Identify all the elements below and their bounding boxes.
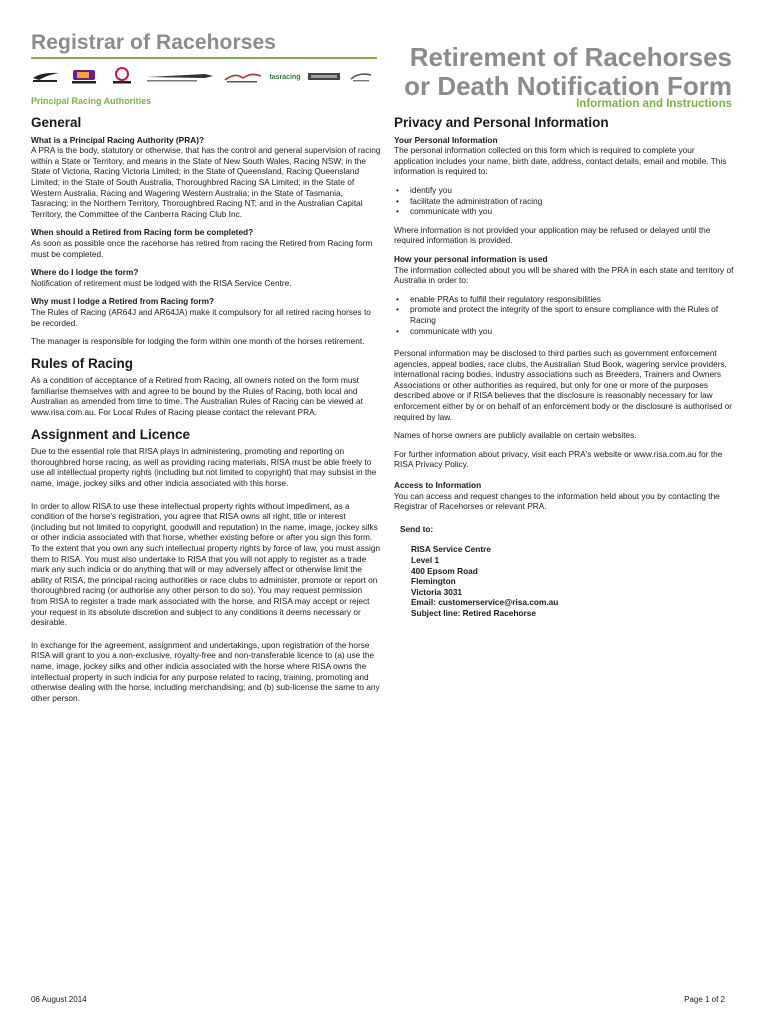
assignment-heading: Assignment and Licence: [31, 426, 191, 442]
list-item: • promote and protect the integrity of the sport to ensure compliance with the Rules of Racing: [410, 304, 734, 325]
paragraph: The manager is responsible for lodging the form within one month of the horses retirement.: [31, 336, 365, 347]
paragraph: For further information about privacy, visit each PRA's website or www.risa.com.au for the RISA Privacy Policy.: [394, 448, 723, 470]
form-title: [404, 43, 732, 101]
pra-label: Principal Racing Authorities: [31, 96, 152, 106]
title-line-2: or Death Notification Form: [404, 71, 732, 101]
paragraph: Personal information may be disclosed to third parties such as government enforcement agencies, appeal bodies, race clubs, the Australian Stud Book, wagering service providers, international racing bodies, industry associations such as Breeders, Trainers and Owners Associations or other authorities as required, but only for one or more of the purposes described above or if RISA believes that the disclosure is reasonably necessary for law enforcement either by or on behalf of an enforcement body or the disclosure is authorised or required by law.: [394, 348, 733, 422]
answer: Notification of retirement must be lodged with the RISA Service Centre.: [31, 277, 292, 288]
paragraph: As a condition of acceptance of a Retired from Racing, all owners noted on the form must familiarise themselves with and agree to be bound by the Rules of Racing, both local and Australian as amended from time to time. The Australian Rules of Racing can be viewed at www.risa.com.au. For Local Rules of Racing please contact the relevant PRA.: [31, 375, 363, 418]
address-line: Flemington: [411, 576, 456, 587]
tasracing-logo: tasracing: [269, 73, 301, 81]
divider: [31, 57, 377, 59]
list-item: • communicate with you: [410, 326, 734, 337]
address-line: Level 1: [411, 555, 440, 565]
privacy-heading: Privacy and Personal Information: [394, 115, 609, 130]
list-item: • enable PRAs to fulfill their regulatory responsibilities: [410, 294, 734, 305]
racing-queensland-logo: [107, 70, 137, 84]
footer-date: 06 August 2014: [31, 995, 87, 1004]
subheading: How your personal information is used: [394, 253, 548, 264]
send-to-label: Send to:: [400, 523, 434, 534]
rwwa-logo: [223, 70, 263, 84]
email-line: Email: customerservice@risa.com.au: [411, 597, 559, 608]
answer: As soon as possible once the racehorse has retired from racing the Retired from Racing form must be completed.: [31, 237, 373, 259]
mailing-address: [411, 544, 734, 618]
question: Why must I lodge a Retired from Racing form?: [31, 296, 215, 307]
paragraph: The information collected about you will be shared with the PRA in each state and territory of Australia in order to:: [394, 264, 734, 286]
answer: A PRA is the body, statutory or otherwise, that has the control and general supervision of racing within a State or Territory, and means in the State of New South Wales, Racing NSW; in the State of Victoria, Racing Victoria Limited; in the State of Queensland, Racing Queensland Limited; in the State of South Australia, Thoroughbred Racing SA Limited; in the State of Western Australia, Racing and Wagering Western Australia; in the State of Tasmania, Tasracing; in the Northern Territory, Thoroughbred Racing NT; and in the Australian Capital Territory, the Committee of the Canberra Racing Club Inc.: [31, 145, 381, 219]
racing-nsw-logo: [31, 70, 61, 84]
paragraph: You can access and request changes to the information held about you by contacting the Registrar of Racehorses or relevant PRA.: [394, 490, 720, 512]
answer: The Rules of Racing (AR64J and AR64JA) make it compulsory for all retired racing horses to be recorded.: [31, 306, 371, 328]
address-line: Victoria 3031: [411, 586, 463, 597]
address-line: RISA Service Centre: [411, 544, 491, 555]
list-item: • facilitate the administration of racing: [410, 196, 734, 207]
paragraph: In exchange for the agreement, assignment and undertakings, upon registration of the horse RISA will grant to you a non-exclusive, royalty-free and non-transferable licence to (a) use the name, image, jockey silks and other indicia associated with the horse where RISA owns the intellectual property in such indicia for any purpose related to racing, training, promoting and otherwise dealing with the horse, including merchandising; and (b) sub-license the same to any other person.: [31, 639, 380, 703]
list-item: • identify you: [410, 185, 734, 196]
right-column: [394, 115, 734, 619]
paragraph: Where information is not provided your application may be refused or delayed until the required information is provided.: [394, 224, 711, 246]
general-heading: General: [31, 115, 82, 130]
rules-heading: Rules of Racing: [31, 355, 134, 371]
question: When should a Retired from Racing form be completed?: [31, 227, 254, 238]
page-number: Page 1 of 2: [684, 995, 725, 1004]
bullet-list: [394, 185, 734, 217]
paragraph: Names of horse owners are publicly available on certain websites.: [394, 430, 637, 441]
title-line-1: Retirement of Racehorses: [409, 42, 732, 72]
paragraph: The personal information collected on this form which is required to complete your application includes your name, birth date, address, contact details, email and mobile. This information is required to:: [394, 145, 727, 177]
subject-line: Subject line: Retired Racehorse: [411, 607, 536, 618]
left-column: [31, 115, 381, 711]
canberra-racing-club-logo: [349, 70, 373, 84]
list-item: • communicate with you: [410, 206, 734, 217]
subheading: Your Personal Information: [394, 134, 498, 145]
thoroughbred-racing-sa-logo: [145, 70, 215, 84]
pra-logos: [31, 64, 379, 90]
registrar-heading: Registrar of Racehorses: [31, 31, 277, 54]
address-line: 400 Epsom Road: [411, 565, 478, 576]
paragraph: Due to the essential role that RISA plays in administering, promoting and reporting on thoroughbred horse racing, as well as providing racing materials, RISA must be able freely to use all intellectual property rights (including but not limited to copyright) that may subsist in the name, image, jockey silks and other indicia associated with this horse.: [31, 446, 377, 489]
question: Where do I lodge the form?: [31, 267, 139, 278]
bullet-list: [394, 294, 734, 336]
racing-victoria-logo: [69, 70, 99, 84]
question: What is a Principal Racing Authority (PRA)?: [31, 134, 205, 145]
subheading: Access to Information: [394, 480, 482, 491]
form-subtitle: Information and Instructions: [576, 98, 732, 110]
paragraph: In order to allow RISA to use these intellectual property rights without impediment, as a condition of the horse's registration, you agree that RISA owns all right, title or interest (including but not limited to copyright, goodwill and reputation) in the name, image, jockey silks or other indicia associated with that horse, whether existing before or after you sign this form. To the extent that you own any such intellectual property rights by force of law, you must assign them to RISA. You must also undertake to RISA that you will not apply to register as a trade mark any such indicia or do anything that will or may adversely affect or otherwise limit the ability of RISA, the principal racing authorities or race clubs to administer, promote or report on thoroughbred racing (or authorise any other person to do so). You may request permission from RISA to register a trade mark associated with the horse, and RISA may accept or reject your request in its absolute discretion and subject to any conditions it deems necessary or desirable.: [31, 500, 381, 628]
thoroughbred-racing-nt-logo: [307, 70, 341, 84]
